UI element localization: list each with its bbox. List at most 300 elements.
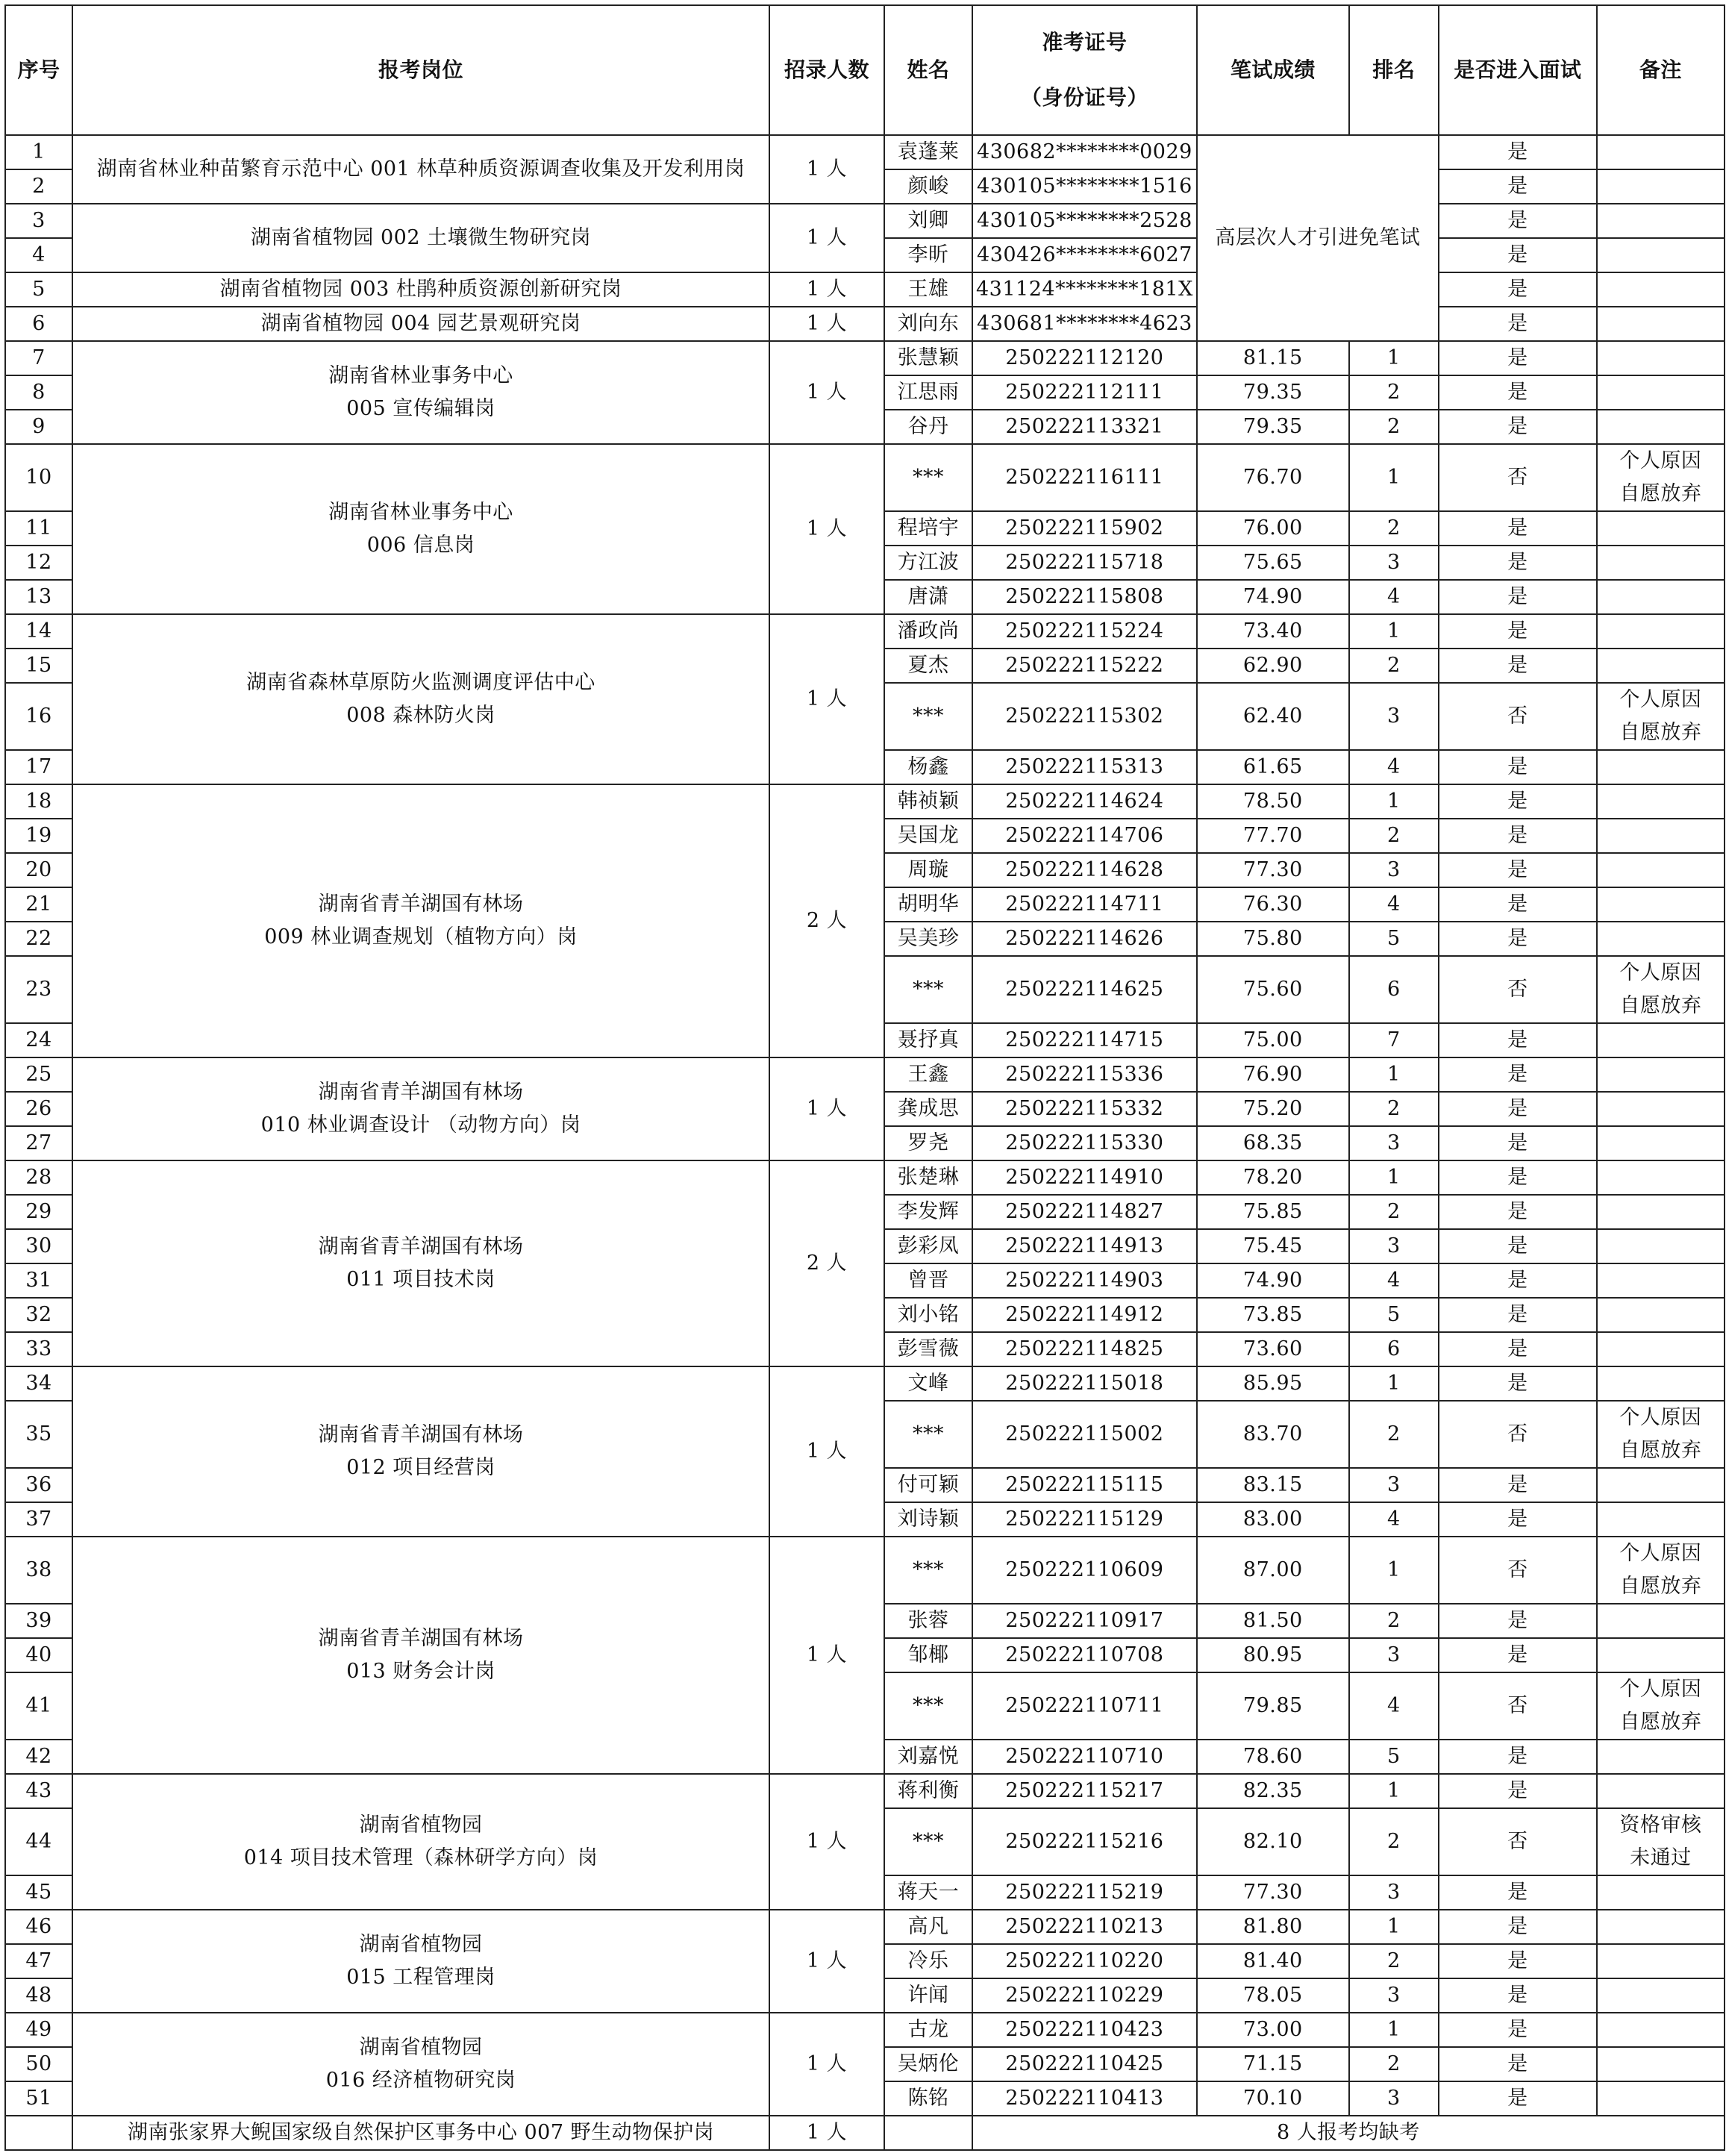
cell-score: 87.00 <box>1197 1537 1349 1604</box>
cell-rank: 1 <box>1349 784 1439 819</box>
cell-ticket: 250222115718 <box>972 546 1197 580</box>
cell-rank: 1 <box>1349 1774 1439 1808</box>
cell-name: 周璇 <box>884 853 972 887</box>
post-line: 湖南省林业事务中心 <box>328 364 513 387</box>
cell-name: 李发辉 <box>884 1195 972 1229</box>
cell-seq: 34 <box>5 1366 72 1401</box>
cell-interview: 否 <box>1439 1537 1597 1604</box>
cell-seq: 36 <box>5 1468 72 1502</box>
cell-name: 吴美珍 <box>884 922 972 956</box>
cell-post <box>72 1366 769 1537</box>
cell-rank: 4 <box>1349 580 1439 614</box>
cell-name: *** <box>884 683 972 750</box>
cell-interview: 是 <box>1439 375 1597 410</box>
cell-interview: 是 <box>1439 2013 1597 2047</box>
cell-rank: 2 <box>1349 1401 1439 1468</box>
cell-interview: 否 <box>1439 1401 1597 1468</box>
cell-seq: 31 <box>5 1263 72 1298</box>
cell-interview: 是 <box>1439 511 1597 546</box>
cell-ticket: 430681********4623 <box>972 307 1197 341</box>
cell-interview: 是 <box>1439 1195 1597 1229</box>
cell-ticket: 250222114626 <box>972 922 1197 956</box>
remark-line: 自愿放弃 <box>1619 994 1702 1017</box>
cell-name: 彭彩凤 <box>884 1229 972 1263</box>
cell-score: 81.40 <box>1197 1944 1349 1978</box>
cell-name: 刘向东 <box>884 307 972 341</box>
cell-ticket: 250222110425 <box>972 2047 1197 2081</box>
cell-name: 张慧颖 <box>884 341 972 375</box>
cell-seq: 19 <box>5 819 72 853</box>
cell-remark <box>1597 307 1725 341</box>
cell-interview: 是 <box>1439 784 1597 819</box>
cell-name: 龚成思 <box>884 1092 972 1126</box>
cell-rank: 2 <box>1349 1604 1439 1638</box>
cell-ticket: 250222114827 <box>972 1195 1197 1229</box>
table-row <box>5 341 1725 375</box>
cell-interview: 是 <box>1439 1332 1597 1366</box>
cell-name: 颜峻 <box>884 169 972 204</box>
cell-rank: 3 <box>1349 1978 1439 2013</box>
cell-name: 高凡 <box>884 1910 972 1944</box>
cell-interview: 是 <box>1439 341 1597 375</box>
cell-interview: 是 <box>1439 1126 1597 1160</box>
cell-interview: 是 <box>1439 1366 1597 1401</box>
cell-remark <box>1597 1944 1725 1978</box>
cell-ticket: 250222115808 <box>972 580 1197 614</box>
cell-rank: 3 <box>1349 2081 1439 2116</box>
exempt-note: 高层次人才引进免笔试 <box>1197 135 1439 341</box>
cell-score: 73.60 <box>1197 1332 1349 1366</box>
cell-ticket: 250222115219 <box>972 1875 1197 1910</box>
cell-seq: 50 <box>5 2047 72 2081</box>
cell-remark <box>1597 683 1725 750</box>
cell-seq: 26 <box>5 1092 72 1126</box>
cell-interview: 是 <box>1439 1160 1597 1195</box>
cell-seq: 39 <box>5 1604 72 1638</box>
cell-score: 75.45 <box>1197 1229 1349 1263</box>
table-row <box>5 1366 1725 1401</box>
cell-name: 陈铭 <box>884 2081 972 2116</box>
cell-ticket: 250222114910 <box>972 1160 1197 1195</box>
cell-interview: 否 <box>1439 1808 1597 1875</box>
cell-name: 夏杰 <box>884 649 972 683</box>
cell-ticket: 250222114711 <box>972 887 1197 922</box>
post-line: 016 经济植物研究岗 <box>325 2069 516 2092</box>
cell-interview: 是 <box>1439 1978 1597 2013</box>
cell-remark <box>1597 2081 1725 2116</box>
cell-score: 83.00 <box>1197 1502 1349 1537</box>
cell-name: 冷乐 <box>884 1944 972 1978</box>
cell-interview: 是 <box>1439 546 1597 580</box>
cell-ticket: 250222115332 <box>972 1092 1197 1126</box>
cell-rank: 4 <box>1349 750 1439 784</box>
cell-seq: 47 <box>5 1944 72 1978</box>
cell-seq: 42 <box>5 1740 72 1774</box>
cell-seq: 21 <box>5 887 72 922</box>
post-line: 湖南省林业事务中心 <box>328 501 513 524</box>
cell-score: 78.60 <box>1197 1740 1349 1774</box>
cell-seq: 6 <box>5 307 72 341</box>
cell-seq: 9 <box>5 410 72 444</box>
cell-remark <box>1597 546 1725 580</box>
cell-post <box>72 1910 769 2013</box>
cell-name: 刘嘉悦 <box>884 1740 972 1774</box>
cell-remark <box>1597 204 1725 238</box>
cell-remark <box>1597 444 1725 511</box>
cell-post <box>72 784 769 1057</box>
post-line: 湖南省植物园 <box>359 1933 483 1956</box>
cell-score: 76.90 <box>1197 1057 1349 1092</box>
cell-seq: 8 <box>5 375 72 410</box>
cell-interview: 是 <box>1439 1229 1597 1263</box>
cell-name: 李昕 <box>884 238 972 272</box>
table-row <box>5 272 1725 307</box>
cell-remark <box>1597 1126 1725 1160</box>
cell-seq: 16 <box>5 683 72 750</box>
header-score: 笔试成绩 <box>1197 5 1349 135</box>
post-line: 006 信息岗 <box>366 534 475 557</box>
cell-remark <box>1597 1023 1725 1057</box>
cell-ticket: 250222115217 <box>972 1774 1197 1808</box>
cell-seq: 12 <box>5 546 72 580</box>
cell-post <box>72 272 769 307</box>
cell-rank: 4 <box>1349 1502 1439 1537</box>
cell-ticket: 250222115902 <box>972 511 1197 546</box>
cell-seq: 32 <box>5 1298 72 1332</box>
cell-post <box>72 1057 769 1160</box>
post-line: 010 林业调查设计 （动物方向）岗 <box>260 1113 581 1137</box>
cell-remark <box>1597 580 1725 614</box>
cell-remark <box>1597 2013 1725 2047</box>
cell-post <box>72 135 769 204</box>
cell-seq: 7 <box>5 341 72 375</box>
cell-interview: 是 <box>1439 410 1597 444</box>
cell-rank: 3 <box>1349 1126 1439 1160</box>
cell-ticket: 250222110711 <box>972 1672 1197 1740</box>
cell-rank: 1 <box>1349 1910 1439 1944</box>
header-rank: 排名 <box>1349 5 1439 135</box>
cell-score: 81.15 <box>1197 341 1349 375</box>
cell-rank: 6 <box>1349 956 1439 1023</box>
post-line: 湖南省林业种苗繁育示范中心 001 林草种质资源调查收集及开发利用岗 <box>96 157 745 181</box>
cell-ticket: 250222114706 <box>972 819 1197 853</box>
cell-remark <box>1597 1160 1725 1195</box>
cell-ticket: 250222110229 <box>972 1978 1197 2013</box>
post-line: 015 工程管理岗 <box>346 1966 495 1989</box>
remark-line: 自愿放弃 <box>1619 721 1702 744</box>
cell-remark <box>1597 1332 1725 1366</box>
cell-name: 刘诗颖 <box>884 1502 972 1537</box>
table-row <box>5 1057 1725 1092</box>
cell-rank: 1 <box>1349 2013 1439 2047</box>
cell-seq: 28 <box>5 1160 72 1195</box>
cell-score: 62.90 <box>1197 649 1349 683</box>
cell-score: 71.15 <box>1197 2047 1349 2081</box>
cell-rank: 5 <box>1349 922 1439 956</box>
cell-ticket: 250222112120 <box>972 341 1197 375</box>
cell-ticket: 430426********6027 <box>972 238 1197 272</box>
cell-ticket: 250222114625 <box>972 956 1197 1023</box>
cell-remark <box>1597 1875 1725 1910</box>
cell-name: 张楚琳 <box>884 1160 972 1195</box>
cell-remark <box>1597 1057 1725 1092</box>
cell-remark <box>1597 1229 1725 1263</box>
cell-interview: 是 <box>1439 2081 1597 2116</box>
table-row <box>5 2013 1725 2047</box>
cell-ticket: 250222115018 <box>972 1366 1197 1401</box>
cell-post <box>72 341 769 444</box>
cell-seq <box>5 2116 72 2150</box>
cell-name: 韩祯颖 <box>884 784 972 819</box>
cell-remark <box>1597 1808 1725 1875</box>
cell-seq: 25 <box>5 1057 72 1092</box>
cell-ticket: 250222115330 <box>972 1126 1197 1160</box>
cell-score: 61.65 <box>1197 750 1349 784</box>
cell-score: 81.80 <box>1197 1910 1349 1944</box>
cell-ticket: 250222114628 <box>972 853 1197 887</box>
cell-ticket: 250222115336 <box>972 1057 1197 1092</box>
cell-quota: 1 人 <box>769 1057 884 1160</box>
cell-score: 78.50 <box>1197 784 1349 819</box>
remark-line: 自愿放弃 <box>1619 1439 1702 1462</box>
remark-line: 个人原因 <box>1619 1678 1702 1701</box>
cell-rank: 1 <box>1349 1160 1439 1195</box>
cell-seq: 27 <box>5 1126 72 1160</box>
cell-post <box>72 444 769 614</box>
post-line: 005 宣传编辑岗 <box>346 397 495 420</box>
remark-line: 资格审核 <box>1619 1813 1702 1837</box>
cell-rank: 2 <box>1349 1195 1439 1229</box>
cell-name: 付可颖 <box>884 1468 972 1502</box>
cell-ticket: 250222115129 <box>972 1502 1197 1537</box>
cell-ticket: 250222114825 <box>972 1332 1197 1366</box>
cell-quota: 2 人 <box>769 784 884 1057</box>
remark-line: 个人原因 <box>1619 449 1702 472</box>
cell-remark <box>1597 135 1725 169</box>
cell-quota: 1 人 <box>769 614 884 784</box>
cell-quota: 1 人 <box>769 2013 884 2116</box>
cell-rank: 3 <box>1349 546 1439 580</box>
cell-interview: 是 <box>1439 2047 1597 2081</box>
cell-remark <box>1597 1468 1725 1502</box>
cell-remark <box>1597 784 1725 819</box>
cell-ticket: 250222115224 <box>972 614 1197 649</box>
cell-score: 73.00 <box>1197 2013 1349 2047</box>
cell-remark <box>1597 1502 1725 1537</box>
cell-score: 62.40 <box>1197 683 1349 750</box>
cell-remark <box>1597 1910 1725 1944</box>
cell-post <box>72 2013 769 2116</box>
remark-line: 未通过 <box>1630 1846 1692 1869</box>
results-table <box>4 4 1725 2151</box>
cell-rank: 2 <box>1349 1808 1439 1875</box>
cell-name: 许闻 <box>884 1978 972 2013</box>
cell-score: 76.70 <box>1197 444 1349 511</box>
cell-interview: 否 <box>1439 444 1597 511</box>
cell-ticket: 250222110710 <box>972 1740 1197 1774</box>
cell-name: *** <box>884 956 972 1023</box>
cell-seq: 1 <box>5 135 72 169</box>
cell-ticket: 250222112111 <box>972 375 1197 410</box>
cell-name: 蒋利衡 <box>884 1774 972 1808</box>
cell-interview: 是 <box>1439 1502 1597 1537</box>
cell-ticket: 250222115002 <box>972 1401 1197 1468</box>
cell-score: 76.30 <box>1197 887 1349 922</box>
cell-seq: 17 <box>5 750 72 784</box>
cell-rank: 2 <box>1349 819 1439 853</box>
cell-score: 79.85 <box>1197 1672 1349 1740</box>
cell-quota: 1 人 <box>769 272 884 307</box>
cell-ticket: 250222110213 <box>972 1910 1197 1944</box>
cell-seq: 13 <box>5 580 72 614</box>
cell-interview: 是 <box>1439 1774 1597 1808</box>
cell-rank: 4 <box>1349 1263 1439 1298</box>
cell-seq: 43 <box>5 1774 72 1808</box>
cell-name: 吴国龙 <box>884 819 972 853</box>
cell-quota: 1 人 <box>769 135 884 204</box>
cell-score: 75.80 <box>1197 922 1349 956</box>
cell-interview: 是 <box>1439 1263 1597 1298</box>
cell-post <box>72 204 769 272</box>
header-seq: 序号 <box>5 5 72 135</box>
cell-remark <box>1597 922 1725 956</box>
cell-rank: 2 <box>1349 2047 1439 2081</box>
cell-name: 吴炳伦 <box>884 2047 972 2081</box>
post-line: 湖南省森林草原防火监测调度评估中心 <box>246 671 595 694</box>
cell-rank: 6 <box>1349 1332 1439 1366</box>
cell-post <box>72 1537 769 1774</box>
header-quota: 招录人数 <box>769 5 884 135</box>
cell-name: 古龙 <box>884 2013 972 2047</box>
cell-remark <box>1597 1195 1725 1229</box>
cell-name: 文峰 <box>884 1366 972 1401</box>
cell-score: 79.35 <box>1197 410 1349 444</box>
cell-interview: 是 <box>1439 1023 1597 1057</box>
cell-score: 73.40 <box>1197 614 1349 649</box>
cell-rank: 1 <box>1349 1537 1439 1604</box>
cell-rank: 1 <box>1349 1366 1439 1401</box>
cell-ticket: 430105********2528 <box>972 204 1197 238</box>
cell-ticket: 250222114715 <box>972 1023 1197 1057</box>
table-body <box>5 135 1725 2150</box>
cell-score: 85.95 <box>1197 1366 1349 1401</box>
cell-name: 王雄 <box>884 272 972 307</box>
cell-score: 70.10 <box>1197 2081 1349 2116</box>
cell-remark <box>1597 1366 1725 1401</box>
table-row <box>5 307 1725 341</box>
cell-name: 谷丹 <box>884 410 972 444</box>
table-row <box>5 1774 1725 1808</box>
post-line: 湖南省青羊湖国有林场 <box>318 1423 524 1446</box>
cell-seq: 5 <box>5 272 72 307</box>
cell-score: 77.70 <box>1197 819 1349 853</box>
cell-interview: 是 <box>1439 1468 1597 1502</box>
table-row <box>5 135 1725 169</box>
cell-seq: 38 <box>5 1537 72 1604</box>
cell-seq: 49 <box>5 2013 72 2047</box>
cell-quota: 1 人 <box>769 1537 884 1774</box>
post-line: 012 项目经营岗 <box>346 1456 495 1479</box>
cell-seq: 37 <box>5 1502 72 1537</box>
cell-name: *** <box>884 1401 972 1468</box>
table-row <box>5 1160 1725 1195</box>
cell-remark <box>1597 956 1725 1023</box>
cell-score: 78.20 <box>1197 1160 1349 1195</box>
cell-quota: 1 人 <box>769 204 884 272</box>
cell-rank: 2 <box>1349 1092 1439 1126</box>
cell-remark <box>1597 511 1725 546</box>
cell-name: 袁蓬莱 <box>884 135 972 169</box>
table-row <box>5 614 1725 649</box>
cell-seq: 11 <box>5 511 72 546</box>
footer-note: 8 人报考均缺考 <box>972 2116 1725 2150</box>
cell-quota: 2 人 <box>769 1160 884 1366</box>
cell-seq: 20 <box>5 853 72 887</box>
cell-name: 潘政尚 <box>884 614 972 649</box>
cell-remark <box>1597 272 1725 307</box>
cell-remark <box>1597 1263 1725 1298</box>
cell-rank: 2 <box>1349 410 1439 444</box>
cell-post <box>72 1774 769 1910</box>
cell-ticket: 250222114912 <box>972 1298 1197 1332</box>
table-row <box>5 204 1725 238</box>
cell-ticket: 430105********1516 <box>972 169 1197 204</box>
cell-name <box>884 2116 972 2150</box>
cell-ticket: 250222114913 <box>972 1229 1197 1263</box>
header-ticket <box>972 5 1197 135</box>
cell-remark <box>1597 819 1725 853</box>
cell-rank: 3 <box>1349 1875 1439 1910</box>
cell-rank: 2 <box>1349 1944 1439 1978</box>
post-line: 湖南省植物园 003 杜鹃种质资源创新研究岗 <box>219 278 622 301</box>
cell-ticket: 250222110413 <box>972 2081 1197 2116</box>
cell-interview: 是 <box>1439 853 1597 887</box>
cell-name: 彭雪薇 <box>884 1332 972 1366</box>
cell-remark <box>1597 1092 1725 1126</box>
cell-quota: 1 人 <box>769 1910 884 2013</box>
cell-rank: 1 <box>1349 1057 1439 1092</box>
cell-score: 75.00 <box>1197 1023 1349 1057</box>
cell-remark <box>1597 1298 1725 1332</box>
cell-remark <box>1597 169 1725 204</box>
cell-remark <box>1597 1978 1725 2013</box>
header-ticket-line2: （身份证号） <box>1020 85 1148 110</box>
cell-score: 79.35 <box>1197 375 1349 410</box>
cell-seq: 4 <box>5 238 72 272</box>
cell-post <box>72 614 769 784</box>
cell-quota: 1 人 <box>769 444 884 614</box>
cell-rank: 2 <box>1349 511 1439 546</box>
post-line: 014 项目技术管理（森林研学方向）岗 <box>243 1846 598 1869</box>
cell-remark <box>1597 614 1725 649</box>
cell-remark <box>1597 1537 1725 1604</box>
cell-name: 唐潇 <box>884 580 972 614</box>
post-line: 湖南省青羊湖国有林场 <box>318 893 524 916</box>
post-line: 011 项目技术岗 <box>346 1268 495 1291</box>
footer-row <box>5 2116 1725 2150</box>
header-post: 报考岗位 <box>72 5 769 135</box>
cell-seq: 44 <box>5 1808 72 1875</box>
cell-score: 74.90 <box>1197 580 1349 614</box>
cell-ticket: 250222110708 <box>972 1638 1197 1672</box>
cell-seq: 45 <box>5 1875 72 1910</box>
cell-ticket: 250222115302 <box>972 683 1197 750</box>
cell-score: 82.10 <box>1197 1808 1349 1875</box>
cell-score: 76.00 <box>1197 511 1349 546</box>
cell-score: 75.60 <box>1197 956 1349 1023</box>
cell-remark <box>1597 1774 1725 1808</box>
cell-remark <box>1597 2047 1725 2081</box>
